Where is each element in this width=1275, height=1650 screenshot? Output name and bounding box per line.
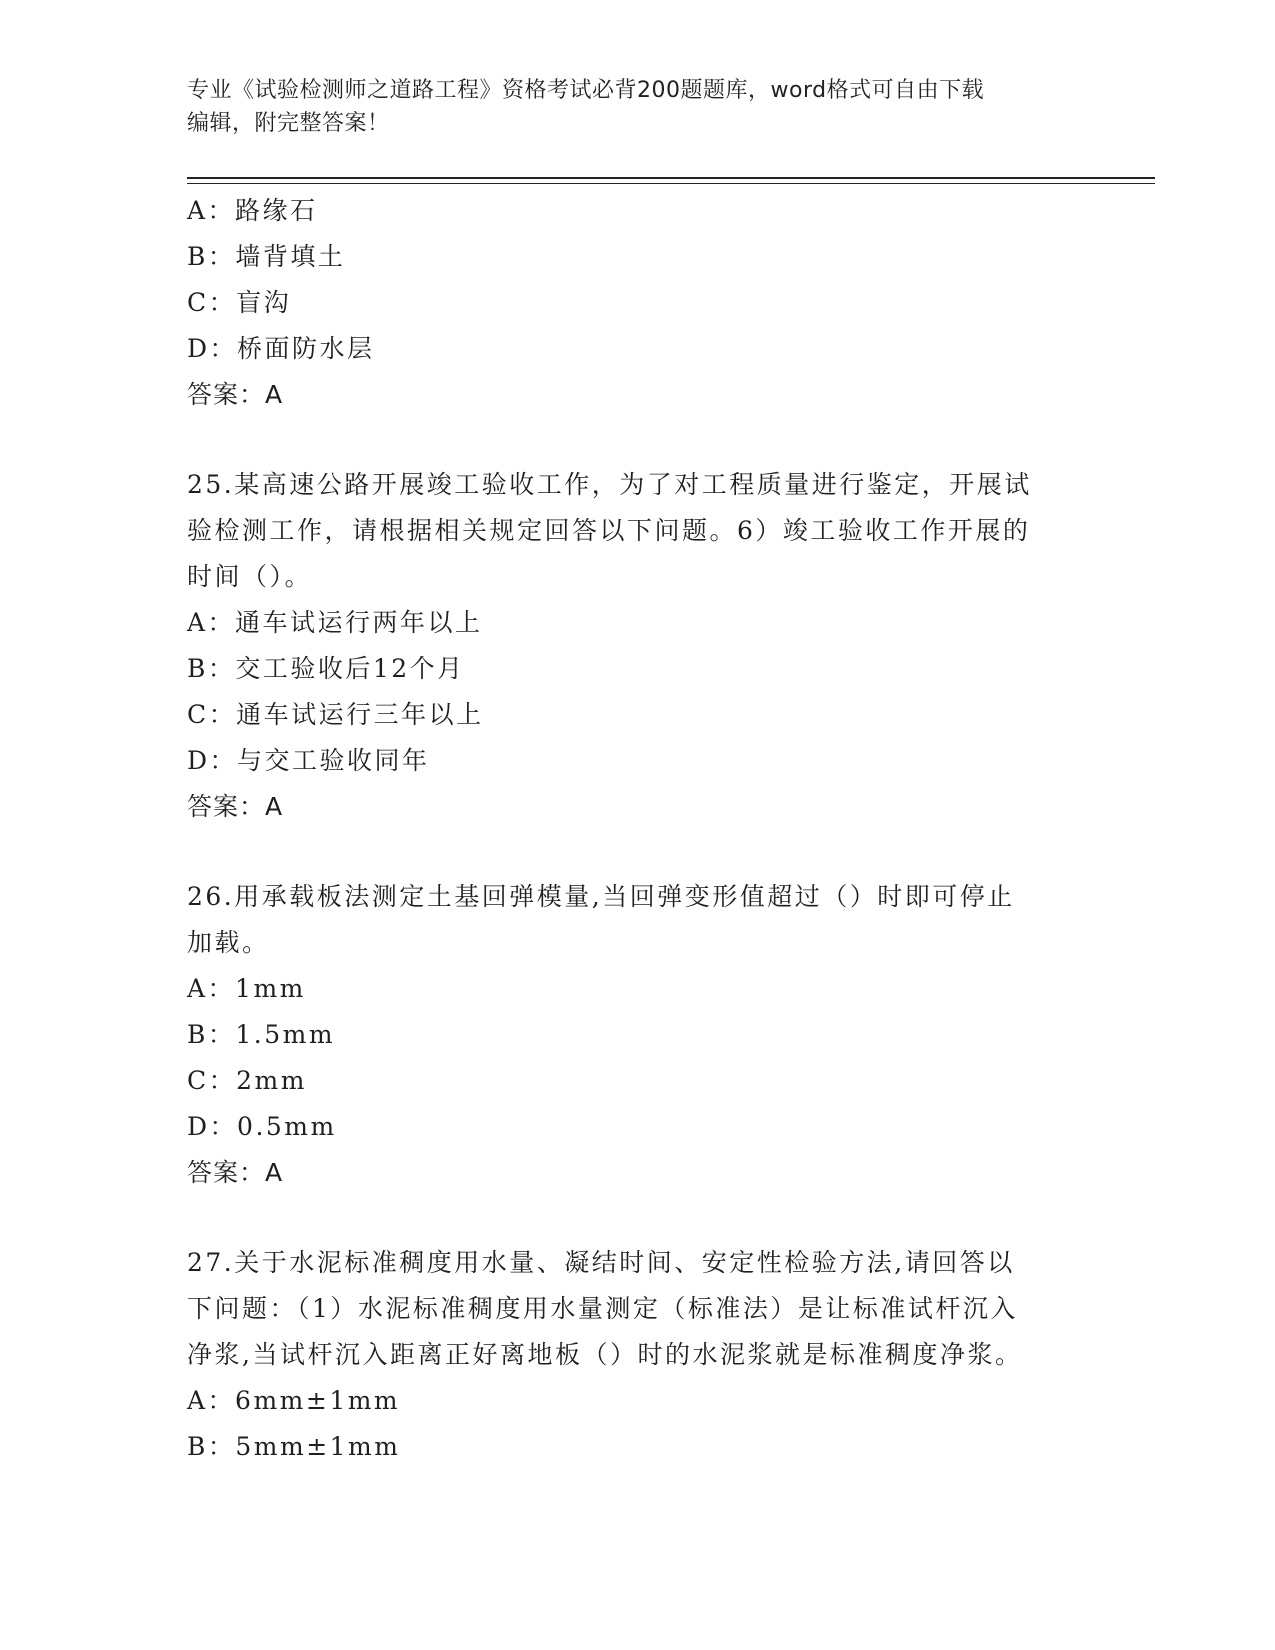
question-text-line: 26.用承载板法测定土基回弹模量,当回弹变形值超过（）时即可停止 [187,882,1015,911]
question-25-block [187,462,1087,830]
header-divider-thick [187,177,1155,179]
question-text-line: 验检测工作，请根据相关规定回答以下问题。6）竣工验收工作开展的 [187,516,1031,545]
option-a: A：路缘石 [187,196,318,225]
header-line-2: 编辑，附完整答案！ [187,111,390,136]
spacer [187,1196,1087,1240]
option-b: B：墙背填土 [187,242,346,271]
option-d: D：0.5mm [187,1112,337,1141]
option-c: C：盲沟 [187,288,292,317]
option-d: D：与交工验收同年 [187,746,430,775]
question-24-block [187,188,1087,418]
option-a: A：6mm±1mm [187,1386,401,1415]
answer-line: 答案：A [187,380,284,409]
option-c: C：2mm [187,1066,307,1095]
spacer [187,830,1087,874]
question-list [187,188,1087,1470]
option-a: A：1mm [187,974,306,1003]
question-text-line: 净浆,当试杆沉入距离正好离地板（）时的水泥浆就是标准稠度净浆。 [187,1340,1023,1369]
question-text-line: 下问题：（1）水泥标准稠度用水量测定（标准法）是让标准试杆沉入 [187,1294,1018,1323]
answer-line: 答案：A [187,792,284,821]
document-header [187,74,1067,140]
question-text-line: 加载。 [187,928,270,957]
option-b: B：交工验收后12个月 [187,654,465,683]
answer-line: 答案：A [187,1158,284,1187]
option-b: B：5mm±1mm [187,1432,401,1461]
spacer [187,418,1087,462]
question-26-block [187,874,1087,1196]
header-divider-thin [187,183,1155,184]
option-c: C：通车试运行三年以上 [187,700,484,729]
option-d: D：桥面防水层 [187,334,375,363]
question-text-line: 时间（）。 [187,562,313,591]
question-27-block [187,1240,1087,1470]
option-b: B：1.5mm [187,1020,336,1049]
option-a: A：通车试运行两年以上 [187,608,483,637]
question-text-line: 25.某高速公路开展竣工验收工作，为了对工程质量进行鉴定，开展试 [187,470,1032,499]
header-line-1: 专业《试验检测师之道路工程》资格考试必背200题题库，word格式可自由下载 [187,78,985,103]
question-text-line: 27.关于水泥标准稠度用水量、凝结时间、安定性检验方法,请回答以 [187,1248,1015,1277]
